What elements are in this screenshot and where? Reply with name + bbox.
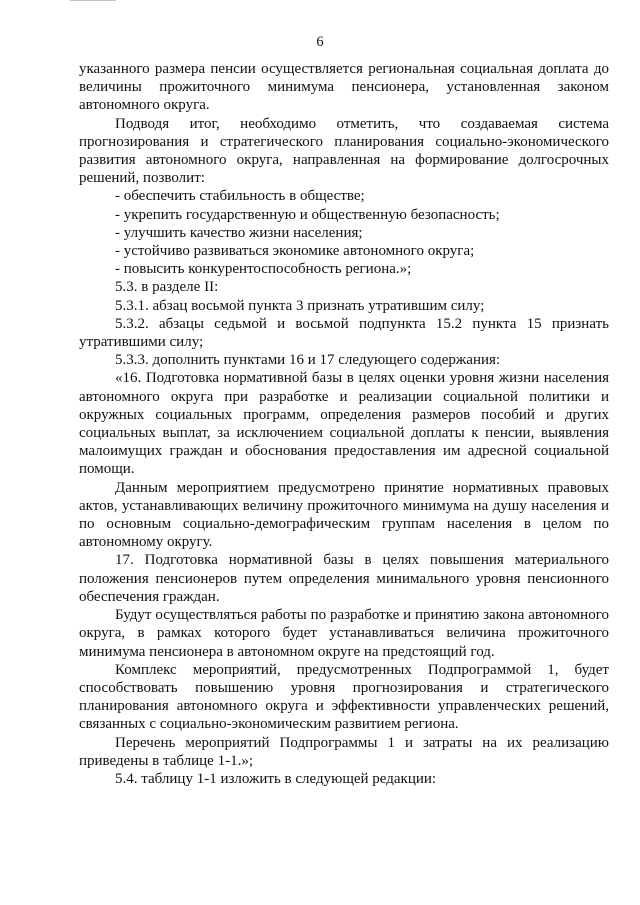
section-heading: 5.3. в разделе II: [115, 279, 219, 296]
list-item: - повысить конкурентоспособность региона.»; [115, 261, 412, 278]
paragraph: Подводя итог, необходимо отметить, что создаваемая система прогнозирования и стратегического планирования социально-экономического развития автономного округа, направленная на формирование долгосрочных решений, позволит: [79, 115, 609, 187]
clause-5-3-3: 5.3.3. дополнить пунктами 16 и 17 следующего содержания: [115, 352, 501, 369]
paragraph: Перечень мероприятий Подпрограммы 1 и затраты на их реализацию приведены в таблице 1-1.»; [79, 734, 609, 769]
list-item: - укрепить государственную и общественную безопасность; [115, 206, 500, 223]
paragraph: Комплекс мероприятий, предусмотренных Подпрограммой 1, будет способствовать повышению уровня прогнозирования и стратегического планирования автономного округа и эффективности управленческих решений, связанных с социально-экономическим развитием региона. [79, 661, 609, 733]
page-number: 6 [316, 34, 324, 50]
item-16: «16. Подготовка нормативной базы в целях оценки уровня жизни населения автономного округа при разработке и реализации социальной политики и окружных социальных программ, определения размеров пособий и других социальных выплат, за исключением социальной доплаты к пенсии, выявления малоимущих граждан и обоснования предоставления им адресной социальной помощи. [79, 370, 609, 478]
clause-5-3-1: 5.3.1. абзац восьмой пункта 3 признать утратившим силу; [115, 297, 485, 314]
item-17: 17. Подготовка нормативной базы в целях повышения материального положения пенсионеров путем определения минимального уровня пенсионного обеспечения граждан. [79, 552, 609, 605]
paragraph: Будут осуществляться работы по разработке и принятию закона автономного округа, в рамках которого будет устанавливаться величина прожиточного минимума пенсионера в автономном округе на предстоящий год. [79, 607, 609, 660]
paragraph: Данным мероприятием предусмотрено принятие нормативных правовых актов, устанавливающих величину прожиточного минимума на душу населения и по основным социально-демографическим группам населения в целом по автономному округу. [79, 479, 609, 551]
list-item: - улучшить качество жизни населения; [115, 224, 363, 241]
list-item: - устойчиво развиваться экономике автономного округа; [115, 243, 475, 260]
clause-5-4: 5.4. таблицу 1-1 изложить в следующей редакции: [115, 770, 437, 787]
scan-artifact [70, 0, 116, 5]
paragraph: указанного размера пенсии осуществляется региональная социальная доплата до величины прожиточного минимума пенсионера, установленная законом автономного округа. [79, 61, 609, 114]
clause-5-3-2: 5.3.2. абзацы седьмой и восьмой подпункта 15.2 пункта 15 признать утратившими силу; [79, 315, 609, 351]
document-body [79, 60, 609, 788]
list-item: - обеспечить стабильность в обществе; [115, 188, 365, 205]
